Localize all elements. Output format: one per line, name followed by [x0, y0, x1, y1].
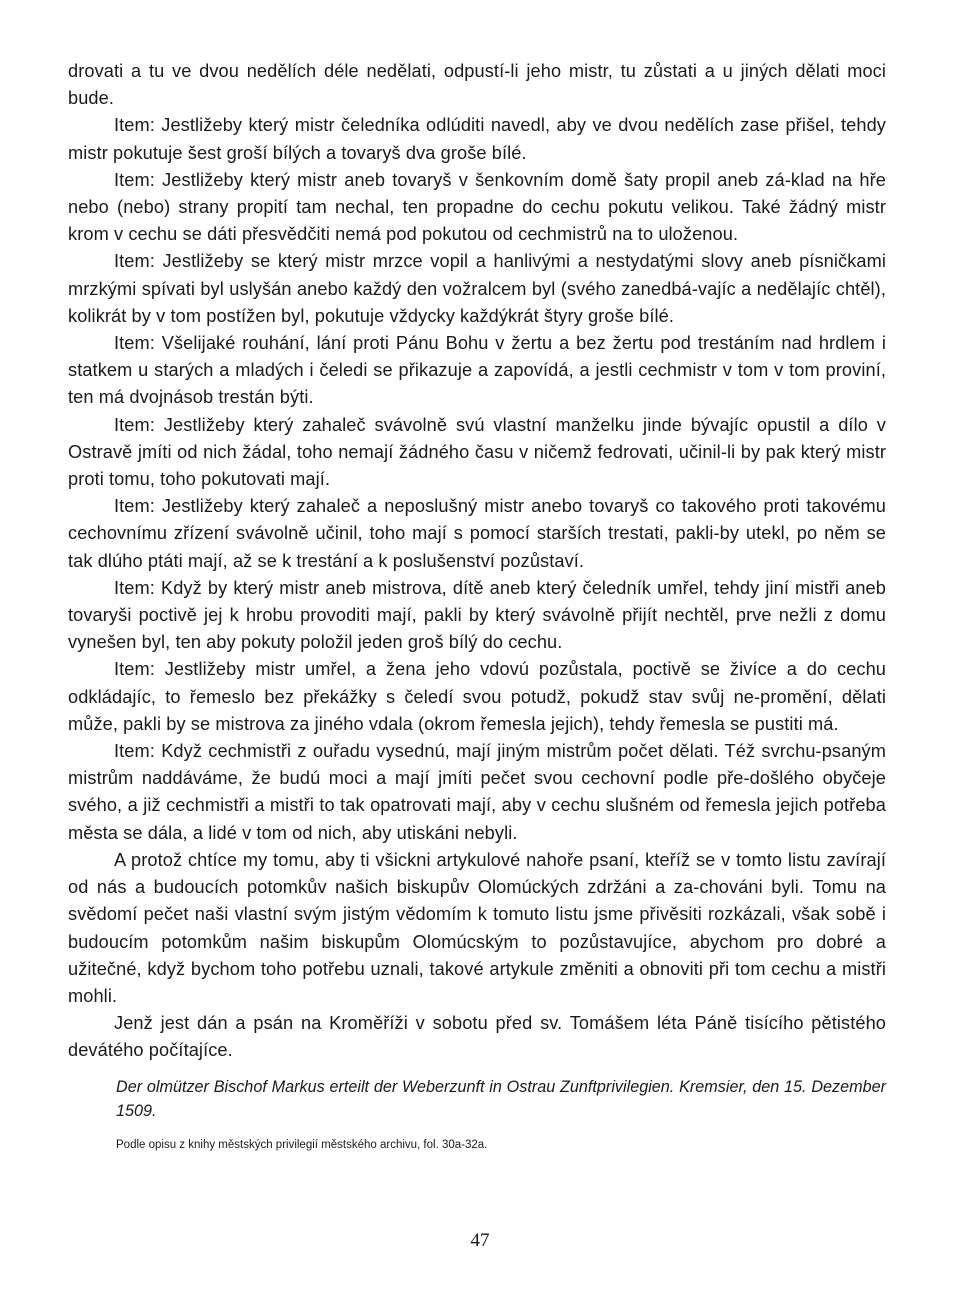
paragraph-item: Item: Jestližeby který mistr aneb tovaryš v šenkovním domě šaty propil aneb zá-klad na hře nebo (nebo) strany propití tam nechal, ten propadne do cechu pokutu velikou. Také žádný mistr krom v cechu se dáti přesvědčiti nemá pod pokutou od cechmistrů na to uloženou.	[68, 169, 886, 245]
document-body	[68, 58, 886, 1065]
paragraph-item: Item: Jestližeby který zahaleč a neposlušný mistr anebo tovaryš co takového proti takovému cechovnímu zřízení svávolně učinil, toho mají s pomocí starších trestati, pakli-by utekl, po něm se tak dlúho ptáti mají, až se k trestání a k poslušenství pozůstaví.	[68, 496, 886, 571]
paragraph-item: Item: Jestližeby který zahaleč svávolně svú vlastní manželku jinde bývajíc opustil a dílo v Ostravě jmíti od nich žádal, toho nemají žádného času v ničemž fedrovati, učinil-li by pak který mistr proti tomu, toho pokutovati mají.	[68, 414, 886, 490]
paragraph-item: Item: Všelijaké rouhání, lání proti Pánu Bohu v žertu a bez žertu pod trestáním nad hrdlem i statkem u starých a mladých i čeledi se přikazuje a zapovídá, a jestli cechmistr v tom v tom proviní, ten má dvojnásob trestán býti.	[68, 333, 886, 408]
paragraph-item: Item: Když by který mistr aneb mistrova, dítě aneb který čeledník umřel, tehdy jiní mistři aneb tovaryši poctivě jej k hrobu provoditi mají, pakli by který svávolně přijít nechtěl, prve nežli z domu vynešen byl, ten aby pokuty položil jeden groš bílý do cechu.	[68, 577, 886, 653]
paragraph-item: Item: Jestližeby který mistr čeledníka odlúditi navedl, aby ve dvou nedělích zase přišel, tehdy mistr pokutuje šest groší bílých a tovaryš dva groše bílé.	[68, 115, 886, 163]
paragraph-item: Item: Jestližeby se který mistr mrzce vopil a hanlivými a nestydatými slovy aneb písničkami mrzkými spívati byl uslyšán anebo každý den vožralcem byl (svého zanedbá-vajíc a nedělajíc chtěl), kolikrát by v tom postížen byl, pokutuje vždycky každýkrát štyry groše bílé.	[68, 251, 886, 326]
paragraph-item: Item: Když cechmistři z ouřadu vysednú, mají jiným mistrům počet dělati. Též svrchu-psaným mistrům naddáváme, že budú moci a mají jmíti pečet svou cechovní podle pře-došlého obyčeje svého, a již cechmistři a mistři to tak opatrovati mají, aby v cechu slušném od řemesla jejich potřeba města se dála, a lidé v tom od nich, aby utiskáni nebyli.	[68, 741, 886, 843]
page-number: 47	[470, 1230, 490, 1251]
source-note: Podle opisu z knihy městských privilegií městského archivu, fol. 30a-32a.	[116, 1138, 488, 1151]
paragraph-closing: A protož chtíce my tomu, aby ti všickni artykulové nahoře psaní, kteříž se v tomto listu zavírají od nás a budoucích potomkův našich biskupův Olomúckých zdržáni a za-chováni byli. Tomu na svědomí pečet naši vlastní svým jistým vědomím k tomuto listu jsme přivěsiti rozkázali, však sobě i budoucím potomkům našim biskupům Olomúcským to pozůstavujíce, abychom pro dobré a užitečné, když bychom toho potřebu uznali, takové artykule změniti a obnoviti při tom cechu a mistři mohli.	[68, 849, 886, 1006]
paragraph-dating: Jenž jest dán a psán na Kroměříži v sobotu před sv. Tomášem léta Páně tisícího pětistého devátého počítajíce.	[68, 1013, 886, 1061]
german-summary-caption: Der olmützer Bischof Markus erteilt der Weberzunft in Ostrau Zunftprivilegien. Kremsier, den 15. Dezember 1509.	[116, 1077, 886, 1120]
document-page	[68, 58, 886, 1153]
paragraph-continuation: drovati a tu ve dvou nedělích déle nedělati, odpustí-li jeho mistr, tu zůstati a u jiných dělati moci bude.	[68, 61, 886, 109]
paragraph-item: Item: Jestližeby mistr umřel, a žena jeho vdovú pozůstala, poctivě se živíce a do cechu odkládajíc, to řemeslo bez překážky s čeledí svou potudž, pokudž stav svůj ne-promění, dělati může, pakli by se mistrova za jiného vdala (okrom řemesla jejich), tehdy řemesla se pustiti má.	[68, 659, 886, 734]
